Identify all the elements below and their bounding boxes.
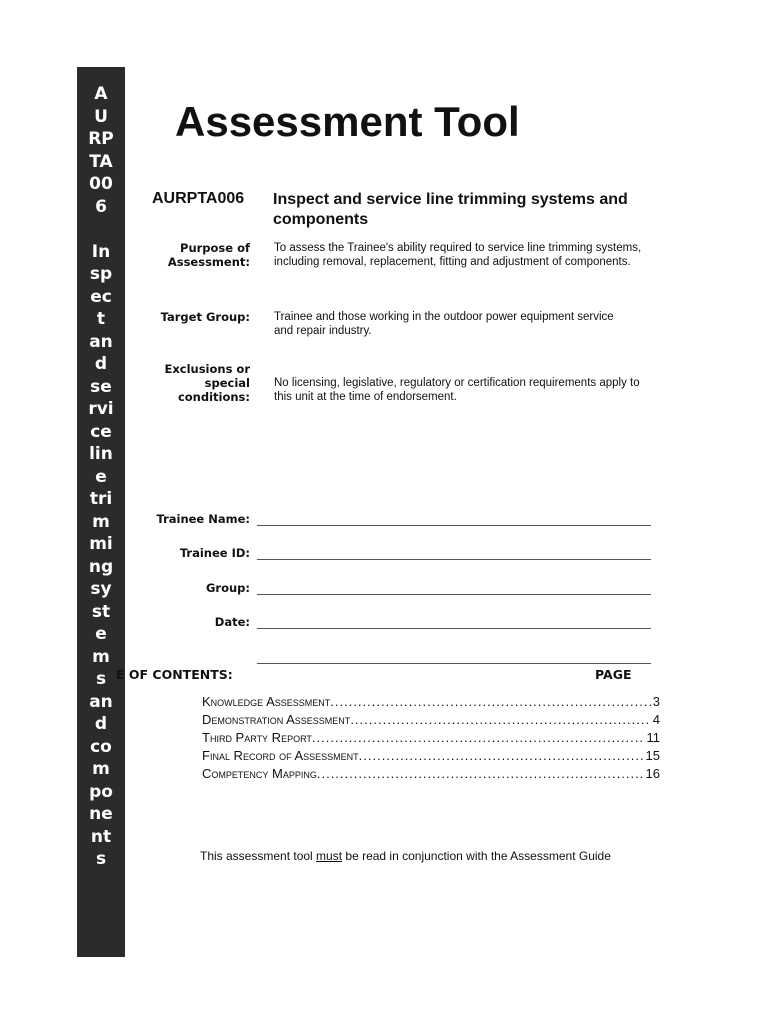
toc-item-page: 11	[646, 730, 660, 745]
toc-item-third-party[interactable]	[202, 730, 660, 745]
date-label: Date:	[214, 615, 250, 629]
exclusions-label: Exclusions or special conditions:	[164, 362, 250, 404]
toc-item-knowledge[interactable]	[202, 694, 660, 709]
vertical-title-bar	[77, 67, 125, 957]
group-field[interactable]	[257, 594, 651, 595]
page-title: Assessment Tool	[175, 98, 520, 145]
toc-item-page: 4	[652, 712, 660, 727]
toc-item-final-record[interactable]	[202, 748, 660, 763]
toc-item-page: 3	[652, 694, 660, 709]
toc-item-title: Knowledge Assessment	[202, 694, 331, 709]
group-label: Group:	[205, 581, 250, 595]
purpose-label: Purpose of Assessment:	[167, 241, 250, 269]
trainee-id-label: Trainee ID:	[179, 546, 250, 560]
toc-heading: E OF CONTENTS:	[116, 667, 233, 682]
target-group-label: Target Group:	[160, 310, 250, 324]
trainee-id-field[interactable]	[257, 559, 651, 560]
toc-item-title: Final Record of Assessment	[202, 748, 359, 763]
blank-field-line	[257, 663, 651, 664]
toc-page-heading: PAGE	[595, 667, 632, 682]
toc-item-title: Demonstration Assessment	[202, 712, 351, 727]
toc-item-page: 15	[645, 748, 660, 763]
vertical-title-text: A U RP TA 00 6 In sp ec t an d se rvi ce lin e tri m mi ng sy st e m s an d co m po ne nt s	[88, 84, 114, 869]
unit-title: Inspect and service line trimming systems and components	[273, 191, 628, 228]
toc-item-demonstration[interactable]	[202, 712, 660, 727]
exclusions-value: No licensing, legislative, regulatory or certification requirements apply to this unit at the time of endorsement.	[274, 377, 640, 403]
target-group-value: Trainee and those working in the outdoor power equipment service and repair industry.	[274, 311, 614, 337]
footer-note: This assessment tool must be read in conjunction with the Assessment Guide	[200, 849, 611, 863]
toc-item-competency[interactable]	[202, 766, 660, 781]
trainee-name-label: Trainee Name:	[156, 512, 250, 526]
toc-item-page: 16	[645, 766, 660, 781]
trainee-name-field[interactable]	[257, 525, 651, 526]
unit-code: AURPTA006	[152, 190, 245, 207]
purpose-value: To assess the Trainee's ability required to service line trimming systems, including removal, replacement, fitting and adjustment of components.	[274, 242, 642, 268]
toc-item-title: Competency Mapping	[202, 766, 317, 781]
toc-item-title: Third Party Report	[202, 730, 312, 745]
date-field[interactable]	[257, 628, 651, 629]
emphasis-must: must	[316, 849, 343, 863]
